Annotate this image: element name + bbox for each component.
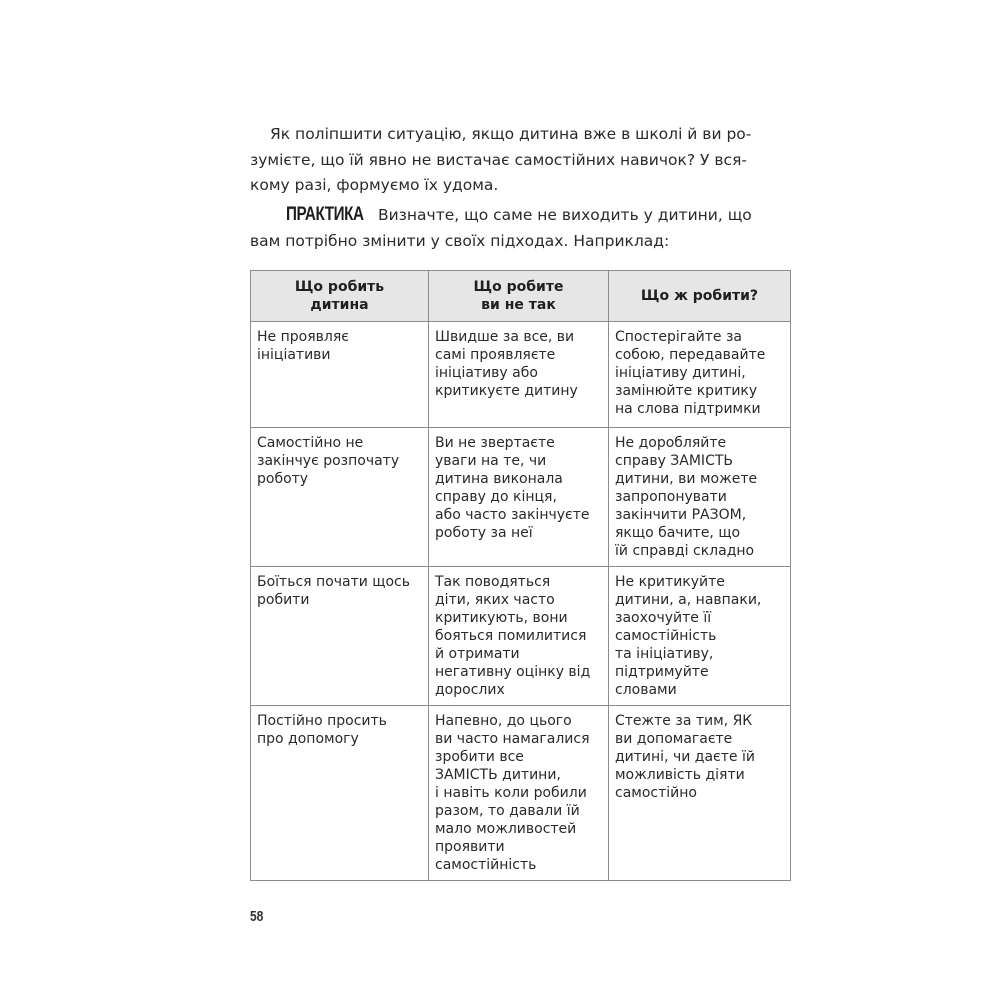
table-cell: Стежте за тим, ЯК ви допомагаєте дитині, чи даєте їй можливість діяти самостійно: [609, 706, 791, 881]
table-row: [251, 322, 791, 428]
table-cell: Боїться почати щось робити: [251, 567, 429, 706]
table-cell: Ви не звертаєте уваги на те, чи дитина виконала справу до кінця, або часто закінчуєте роботу за неї: [429, 428, 609, 567]
practice-keyword: ПРАКТИКА: [286, 204, 364, 225]
table-row: [251, 567, 791, 706]
table-cell: Не проявляє ініціативи: [251, 322, 429, 428]
header-what-to-do: Що ж робити?: [609, 271, 791, 322]
table-cell: Швидше за все, ви самі проявляєте ініціативу або критикуєте дитину: [429, 322, 609, 428]
practice-text: Визначте, що саме не виходить у дитини, що вам потрібно змінити у своїх підходах. Наприклад:: [250, 206, 752, 250]
table-cell: Напевно, до цього ви часто намагалися зробити все ЗАМІСТЬ дитини, і навіть коли робили разом, то давали їй мало можливостей проявити самостійність: [429, 706, 609, 881]
header-you-do-wrong: Що робите ви не так: [429, 271, 609, 322]
table-cell: Не критикуйте дитини, а, навпаки, заохочуйте її самостійність та ініціативу, підтримуйте словами: [609, 567, 791, 706]
table-cell: Так поводяться діти, яких часто критикують, вони бояться помилитися й отримати негативну оцінку від дорослих: [429, 567, 609, 706]
table-cell: Постійно просить про допомогу: [251, 706, 429, 881]
table-cell: Не доробляйте справу ЗАМІСТЬ дитини, ви можете запропонувати закінчити РАЗОМ, якщо бачите, що їй справді складно: [609, 428, 791, 567]
table-cell: Самостійно не закінчує розпочату роботу: [251, 428, 429, 567]
header-child-does: Що робить дитина: [251, 271, 429, 322]
table-header-row: [251, 271, 791, 322]
table-row: [251, 428, 791, 567]
practice-paragraph: [250, 202, 790, 254]
table-cell: Спостерігайте за собою, передавайте ініціативу дитині, замінюйте критику на слова підтримки: [609, 322, 791, 428]
page-number: 58: [250, 908, 264, 925]
intro-paragraph: Як поліпшити ситуацію, якщо дитина вже в школі й ви ро- зумієте, що їй явно не вистачає самостійних навичок? У вся- кому разі, формуємо їх удома.: [250, 125, 752, 194]
advice-table: [250, 270, 791, 881]
table-row: [251, 706, 791, 881]
